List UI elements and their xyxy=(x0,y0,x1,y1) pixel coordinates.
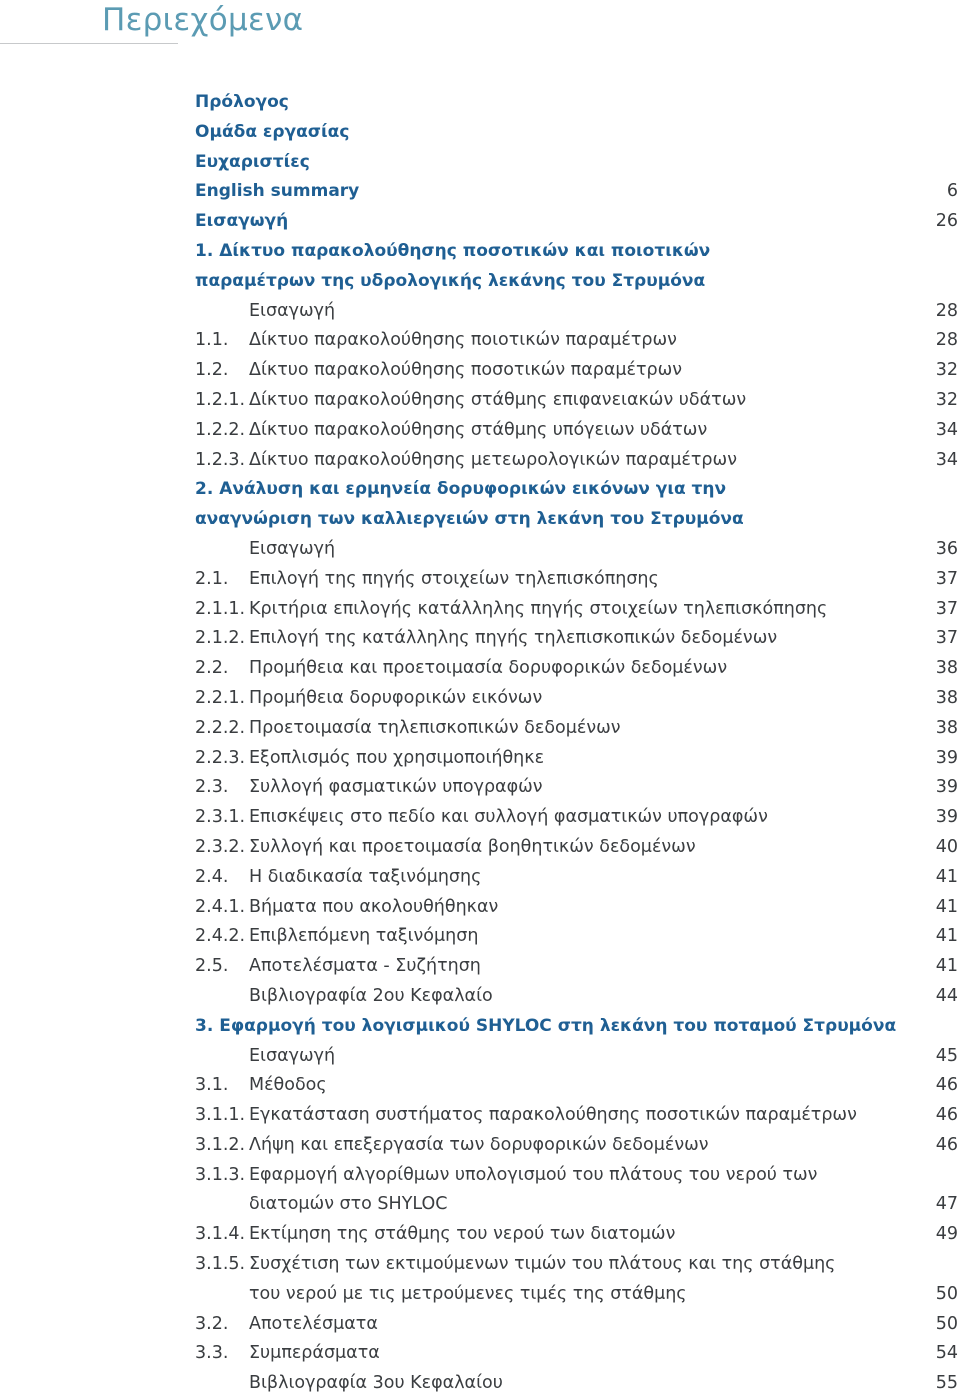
toc-entry-page-number: 37 xyxy=(935,568,958,589)
table-of-contents xyxy=(195,88,958,1399)
toc-entry[interactable] xyxy=(195,684,958,714)
toc-entry-page-number: 28 xyxy=(935,300,958,321)
toc-entry-page-number: 41 xyxy=(935,866,958,887)
toc-entry-title: Αποτελέσματα - Συζήτηση xyxy=(249,956,481,977)
toc-entry[interactable] xyxy=(195,475,958,505)
toc-entry-title: Εφαρμογή αλγορίθμων υπολογισμού του πλάτους του νερού των xyxy=(249,1164,818,1185)
toc-entry[interactable] xyxy=(195,1220,958,1250)
toc-entry-page-number: 41 xyxy=(935,896,958,917)
toc-entry[interactable] xyxy=(195,416,958,446)
toc-entry-title: Εισαγωγή xyxy=(249,300,336,321)
toc-entry-number: 2.3.1. xyxy=(195,807,246,828)
toc-entry[interactable] xyxy=(195,1131,958,1161)
toc-entry[interactable] xyxy=(195,207,958,237)
toc-entry-number: 3.1.5. xyxy=(195,1254,246,1275)
toc-entry-title: 2. Ανάλυση και ερμηνεία δορυφορικών εικόνων για την xyxy=(195,479,727,500)
toc-entry-number: 1.1. xyxy=(195,330,229,351)
toc-entry-title: Επιλογή της κατάλληλης πηγής τηλεπισκοπικών δεδομένων xyxy=(249,628,778,649)
toc-entry-title: Προμήθεια και προετοιμασία δορυφορικών δεδομένων xyxy=(249,658,728,679)
toc-entry-page-number: 47 xyxy=(935,1194,958,1215)
toc-entry-page-number: 55 xyxy=(935,1373,958,1394)
toc-entry[interactable] xyxy=(195,237,958,267)
toc-entry-number: 3.1.1. xyxy=(195,1105,246,1126)
toc-entry-number: 2.4. xyxy=(195,866,229,887)
toc-entry-title: Εγκατάσταση συστήματος παρακολούθησης ποσοτικών παραμέτρων xyxy=(249,1105,857,1126)
toc-entry-page-number: 41 xyxy=(935,956,958,977)
toc-entry-title: Η διαδικασία ταξινόμησης xyxy=(249,866,482,887)
toc-entry-title: Προετοιμασία τηλεπισκοπικών δεδομένων xyxy=(249,717,621,738)
toc-entry[interactable] xyxy=(195,744,958,774)
toc-entry-title: Συλλογή φασματικών υπογραφών xyxy=(249,777,543,798)
toc-entry-title: Προμήθεια δορυφορικών εικόνων xyxy=(249,687,543,708)
toc-entry-title: Εισαγωγή xyxy=(249,538,336,559)
toc-entry-number: 1.2.2. xyxy=(195,419,246,440)
toc-entry-number: 3.2. xyxy=(195,1313,229,1334)
toc-entry-page-number: 34 xyxy=(935,419,958,440)
toc-entry-number: 1.2. xyxy=(195,360,229,381)
toc-entry-title: 3. Εφαρμογή του λογισμικού SHYLOC στη λεκάνη του ποταμού Στρυμόνα xyxy=(195,1015,897,1036)
toc-entry-title: Αποτελέσματα xyxy=(249,1313,378,1334)
toc-entry-number: 2.2.3. xyxy=(195,747,246,768)
toc-entry-page-number: 6 xyxy=(946,181,958,202)
toc-entry-page-number: 46 xyxy=(935,1075,958,1096)
toc-entry-title: Συσχέτιση των εκτιμούμενων τιμών του πλάτους και της στάθμης xyxy=(249,1254,836,1275)
toc-entry[interactable] xyxy=(195,595,958,625)
toc-entry-title: Εισαγωγή xyxy=(249,1045,336,1066)
toc-entry-title: Δίκτυο παρακολούθησης ποιοτικών παραμέτρων xyxy=(249,330,677,351)
toc-entry[interactable] xyxy=(195,446,958,476)
toc-entry-number: 1.2.3. xyxy=(195,449,246,470)
toc-entry-title: Λήψη και επεξεργασία των δορυφορικών δεδομένων xyxy=(249,1134,709,1155)
toc-entry-page-number: 44 xyxy=(935,985,958,1006)
toc-entry-page-number: 36 xyxy=(935,538,958,559)
toc-entry-page-number: 32 xyxy=(935,389,958,410)
toc-entry[interactable] xyxy=(195,654,958,684)
toc-entry[interactable] xyxy=(195,773,958,803)
toc-entry-number: 2.1.1. xyxy=(195,598,246,619)
toc-entry[interactable] xyxy=(195,1190,958,1220)
toc-entry-number: 3.1.4. xyxy=(195,1224,246,1245)
page-title: Περιεχόμενα xyxy=(102,2,304,38)
toc-entry-number: 1.2.1. xyxy=(195,389,246,410)
toc-entry-title: του νερού με τις μετρούμενες τιμές της στάθμης xyxy=(249,1283,687,1304)
toc-entry-number: 2.3. xyxy=(195,777,229,798)
toc-entry-title: Επιβλεπόμενη ταξινόμηση xyxy=(249,926,479,947)
toc-entry-title: Δίκτυο παρακολούθησης στάθμης επιφανειακών υδάτων xyxy=(249,389,747,410)
toc-entry-title: Βήματα που ακολουθήθηκαν xyxy=(249,896,499,917)
toc-entry-number: 2.4.2. xyxy=(195,926,246,947)
toc-entry-page-number: 26 xyxy=(935,211,958,232)
toc-entry[interactable] xyxy=(195,1071,958,1101)
toc-entry-title: αναγνώριση των καλλιεργειών στη λεκάνη του Στρυμόνα xyxy=(195,509,744,530)
toc-entry-title: Επισκέψεις στο πεδίο και συλλογή φασματικών υπογραφών xyxy=(249,807,768,828)
toc-entry-number: 2.1.2. xyxy=(195,628,246,649)
toc-entry-number: 2.4.1. xyxy=(195,896,246,917)
toc-entry-title: Ευχαριστίες xyxy=(195,151,310,172)
toc-entry[interactable] xyxy=(195,1161,958,1191)
toc-entry-page-number: 32 xyxy=(935,360,958,381)
toc-entry-title: Επιλογή της πηγής στοιχείων τηλεπισκόπησης xyxy=(249,568,659,589)
toc-entry-page-number: 28 xyxy=(935,330,958,351)
toc-entry-page-number: 39 xyxy=(935,747,958,768)
toc-entry-page-number: 46 xyxy=(935,1105,958,1126)
toc-entry-title: Εκτίμηση της στάθμης του νερού των διατομών xyxy=(249,1224,676,1245)
toc-entry-title: Δίκτυο παρακολούθησης ποσοτικών παραμέτρων xyxy=(249,360,683,381)
toc-entry-title: Συμπεράσματα xyxy=(249,1343,380,1364)
toc-entry[interactable] xyxy=(195,1369,958,1399)
toc-entry[interactable] xyxy=(195,356,958,386)
toc-entry-page-number: 50 xyxy=(935,1283,958,1304)
toc-entry[interactable] xyxy=(195,982,958,1012)
toc-entry-title: Δίκτυο παρακολούθησης στάθμης υπόγειων υδάτων xyxy=(249,419,708,440)
toc-entry[interactable] xyxy=(195,565,958,595)
toc-entry-title: Βιβλιογραφία 2ου Κεφαλαίο xyxy=(249,985,493,1006)
toc-entry-title: Κριτήρια επιλογής κατάλληλης πηγής στοιχείων τηλεπισκόπησης xyxy=(249,598,828,619)
toc-entry-page-number: 38 xyxy=(935,717,958,738)
toc-entry[interactable] xyxy=(195,714,958,744)
toc-entry-page-number: 41 xyxy=(935,926,958,947)
toc-entry-title: English summary xyxy=(195,181,360,202)
toc-entry-number: 2.2.2. xyxy=(195,717,246,738)
toc-entry-title: 1. Δίκτυο παρακολούθησης ποσοτικών και ποιοτικών xyxy=(195,240,711,261)
toc-entry[interactable] xyxy=(195,386,958,416)
toc-entry-title: Μέθοδος xyxy=(249,1075,327,1096)
toc-entry[interactable] xyxy=(195,118,958,148)
toc-entry[interactable] xyxy=(195,863,958,893)
toc-entry-title: παραμέτρων της υδρολογικής λεκάνης του Στρυμόνα xyxy=(195,270,706,291)
toc-entry-page-number: 34 xyxy=(935,449,958,470)
toc-entry[interactable] xyxy=(195,1250,958,1280)
toc-entry[interactable] xyxy=(195,326,958,356)
toc-entry-title: Εισαγωγή xyxy=(195,211,289,232)
toc-entry-number: 3.1. xyxy=(195,1075,229,1096)
toc-entry-title: Εξοπλισμός που χρησιμοποιήθηκε xyxy=(249,747,545,768)
title-divider xyxy=(0,43,178,44)
toc-entry-page-number: 38 xyxy=(935,658,958,679)
toc-entry[interactable] xyxy=(195,1042,958,1072)
toc-entry-number: 2.1. xyxy=(195,568,229,589)
toc-entry-title: Συλλογή και προετοιμασία βοηθητικών δεδομένων xyxy=(249,836,696,857)
toc-entry[interactable] xyxy=(195,893,958,923)
toc-entry-page-number: 37 xyxy=(935,628,958,649)
toc-entry-title: Δίκτυο παρακολούθησης μετεωρολογικών παραμέτρων xyxy=(249,449,737,470)
toc-entry[interactable] xyxy=(195,267,958,297)
toc-entry-page-number: 54 xyxy=(935,1343,958,1364)
toc-entry-page-number: 49 xyxy=(935,1224,958,1245)
toc-entry-number: 3.1.3. xyxy=(195,1164,246,1185)
toc-entry[interactable] xyxy=(195,803,958,833)
toc-entry-page-number: 39 xyxy=(935,777,958,798)
toc-entry[interactable] xyxy=(195,148,958,178)
toc-entry-number: 2.2. xyxy=(195,658,229,679)
toc-entry[interactable] xyxy=(195,1101,958,1131)
toc-entry-page-number: 40 xyxy=(935,836,958,857)
toc-entry-title: Βιβλιογραφία 3ου Κεφαλαίου xyxy=(249,1373,503,1394)
toc-entry[interactable] xyxy=(195,1339,958,1369)
toc-entry[interactable] xyxy=(195,1280,958,1310)
toc-entry[interactable] xyxy=(195,833,958,863)
toc-entry-number: 2.5. xyxy=(195,956,229,977)
toc-entry[interactable] xyxy=(195,1310,958,1340)
toc-entry-page-number: 46 xyxy=(935,1134,958,1155)
toc-entry-page-number: 38 xyxy=(935,687,958,708)
toc-entry[interactable] xyxy=(195,297,958,327)
toc-entry[interactable] xyxy=(195,535,958,565)
toc-entry[interactable] xyxy=(195,505,958,535)
toc-entry-page-number: 37 xyxy=(935,598,958,619)
toc-entry[interactable] xyxy=(195,177,958,207)
toc-entry-title: διατομών στο SHYLOC xyxy=(249,1194,448,1215)
toc-entry-number: 2.3.2. xyxy=(195,836,246,857)
toc-entry[interactable] xyxy=(195,624,958,654)
toc-entry[interactable] xyxy=(195,952,958,982)
toc-entry[interactable] xyxy=(195,88,958,118)
toc-entry-number: 2.2.1. xyxy=(195,687,246,708)
toc-entry-title: Πρόλογος xyxy=(195,92,289,112)
toc-entry-number: 3.3. xyxy=(195,1343,229,1364)
toc-entry[interactable] xyxy=(195,1012,958,1042)
toc-entry-page-number: 50 xyxy=(935,1313,958,1334)
toc-entry-page-number: 39 xyxy=(935,807,958,828)
toc-entry-title: Ομάδα εργασίας xyxy=(195,121,350,142)
toc-entry-number: 3.1.2. xyxy=(195,1134,246,1155)
toc-entry-page-number: 45 xyxy=(935,1045,958,1066)
toc-entry[interactable] xyxy=(195,922,958,952)
